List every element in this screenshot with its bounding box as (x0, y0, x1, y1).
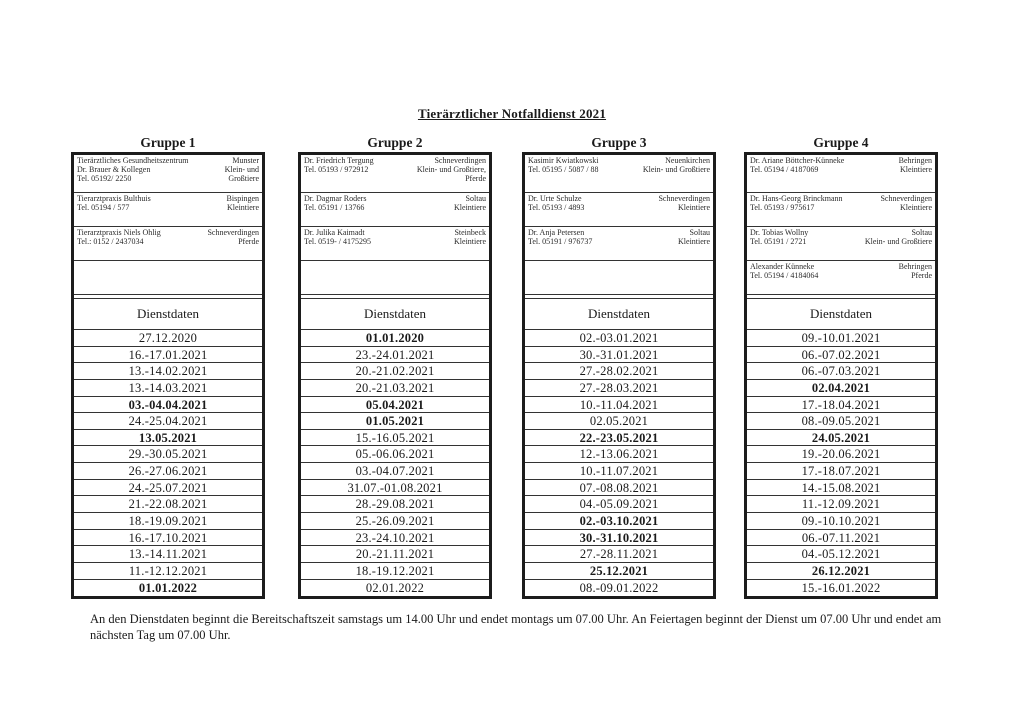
date-row: 13.05.2021 (74, 430, 262, 447)
group-column (744, 134, 938, 599)
vet-location-type: Soltau Kleintiere (678, 228, 710, 246)
date-row: 22.-23.05.2021 (525, 430, 713, 447)
vet-location-type: Schneverdingen Kleintiere (658, 194, 710, 212)
vet-name-phone: Dr. Julika Kaimadt Tel. 0519- / 4175295 (304, 228, 371, 246)
date-row: 02.04.2021 (747, 380, 935, 397)
group-title: Gruppe 4 (813, 135, 869, 150)
date-row: 12.-13.06.2021 (525, 446, 713, 463)
date-row: 28.-29.08.2021 (301, 496, 489, 513)
group-column (71, 134, 265, 599)
date-row: 20.-21.11.2021 (301, 546, 489, 563)
date-row: 01.01.2022 (138, 580, 198, 595)
vet-name-phone: Dr. Tobias Wollny Tel. 05191 / 2721 (750, 228, 809, 246)
date-row: 20.-21.02.2021 (301, 363, 489, 380)
vet-name-phone: Dr. Ariane Böttcher-Künneke Tel. 05194 / 4187069 (750, 156, 845, 174)
date-row: 26.12.2021 (747, 563, 935, 580)
date-row: 15.-16.05.2021 (301, 430, 489, 447)
date-row: 16.-17.01.2021 (74, 347, 262, 364)
date-row: 13.-14.11.2021 (74, 546, 262, 563)
date-row: 03.-04.04.2021 (74, 397, 262, 414)
group-column (298, 134, 492, 599)
vet-location-type: Munster Klein- und Großtiere (224, 156, 259, 183)
vet-name-phone: Dr. Dagmar Roders Tel. 05191 / 13766 (304, 194, 367, 212)
vet-list (747, 155, 935, 298)
date-row: 02.01.2022 (365, 580, 425, 595)
vet-location-type: Behringen Pferde (898, 262, 932, 280)
dates-table (525, 298, 713, 596)
dates-header: Dienstdaten (74, 299, 262, 330)
date-row: 25.-26.09.2021 (301, 513, 489, 530)
vet-entry (525, 193, 713, 227)
date-row: 23.-24.10.2021 (301, 530, 489, 547)
vet-name-phone: Kasimir Kwiatkowski Tel. 05195 / 5087 / 88 (528, 156, 599, 174)
date-row: 20.-21.03.2021 (301, 380, 489, 397)
vet-name-phone: Alexander Künneke Tel. 05194 / 4184064 (750, 262, 819, 280)
date-row: 11.-12.12.2021 (74, 563, 262, 580)
date-row: 04.-05.09.2021 (525, 496, 713, 513)
date-row: 06.-07.11.2021 (747, 530, 935, 547)
vet-entry (301, 155, 489, 193)
date-row: 27.-28.02.2021 (525, 363, 713, 380)
vet-entry (525, 261, 713, 295)
date-row: 23.-24.01.2021 (301, 347, 489, 364)
date-row: 11.-12.09.2021 (747, 496, 935, 513)
date-row: 25.12.2021 (525, 563, 713, 580)
group-box (71, 152, 265, 599)
group-box (298, 152, 492, 599)
date-row: 27.-28.11.2021 (525, 546, 713, 563)
date-row: 07.-08.08.2021 (525, 480, 713, 497)
date-row: 18.-19.12.2021 (301, 563, 489, 580)
date-row: 24.-25.04.2021 (74, 413, 262, 430)
date-row: 06.-07.03.2021 (747, 363, 935, 380)
date-row: 30.-31.01.2021 (525, 347, 713, 364)
page-title: Tierärztlicher Notfalldienst 2021 (417, 106, 607, 121)
vet-entry (301, 227, 489, 261)
vet-name-phone: Dr. Anja Petersen Tel. 05191 / 976737 (528, 228, 593, 246)
date-row: 18.-19.09.2021 (74, 513, 262, 530)
vet-entry (301, 193, 489, 227)
vet-entry (301, 261, 489, 295)
date-row: 02.05.2021 (525, 413, 713, 430)
date-row: 30.-31.10.2021 (525, 530, 713, 547)
date-row: 24.-25.07.2021 (74, 480, 262, 497)
date-row: 09.-10.10.2021 (747, 513, 935, 530)
date-row: 17.-18.07.2021 (747, 463, 935, 480)
date-row: 17.-18.04.2021 (747, 397, 935, 414)
vet-entry (747, 155, 935, 193)
group-box (522, 152, 716, 599)
vet-location-type: Schneverdingen Pferde (207, 228, 259, 246)
date-row: 10.-11.04.2021 (525, 397, 713, 414)
vet-entry (747, 227, 935, 261)
date-row: 15.-16.01.2022 (801, 580, 881, 595)
date-row: 04.-05.12.2021 (747, 546, 935, 563)
date-row: 24.05.2021 (747, 430, 935, 447)
vet-name-phone: Dr. Hans-Georg Brinckmann Tel. 05193 / 975617 (750, 194, 843, 212)
date-row: 27.12.2020 (74, 330, 262, 347)
vet-entry (525, 155, 713, 193)
vet-entry (74, 155, 262, 193)
date-row: 08.-09.05.2021 (747, 413, 935, 430)
date-row: 03.-04.07.2021 (301, 463, 489, 480)
vet-location-type: Steinbeck Kleintiere (454, 228, 486, 246)
date-row: 21.-22.08.2021 (74, 496, 262, 513)
group-box (744, 152, 938, 599)
date-row: 26.-27.06.2021 (74, 463, 262, 480)
vet-name-phone: Tierarztpraxis Bulthuis Tel. 05194 / 577 (77, 194, 151, 212)
date-row: 31.07.-01.08.2021 (301, 480, 489, 497)
date-row: 08.-09.01.2022 (579, 580, 659, 595)
vet-name-phone: Tierärztliches Gesundheitszentrum Dr. Brauer & Kollegen Tel. 05192/ 2250 (77, 156, 189, 183)
dates-table (74, 298, 262, 596)
group-title: Gruppe 2 (367, 135, 423, 150)
date-row: 01.01.2020 (301, 330, 489, 347)
dates-header: Dienstdaten (301, 299, 489, 330)
date-row: 09.-10.01.2021 (747, 330, 935, 347)
date-row: 13.-14.03.2021 (74, 380, 262, 397)
date-row: 29.-30.05.2021 (74, 446, 262, 463)
service-note: An den Dienstdaten beginnt die Bereitschaftszeit samstags um 14.00 Uhr und endet montags um 07.00 Uhr. An Feiertagen beginnt der Dienst um 07.00 Uhr und endet am nächsten Tag um 07.00 Uhr. (90, 612, 942, 642)
dates-table (747, 298, 935, 596)
group-title: Gruppe 3 (591, 135, 647, 150)
date-row: 05.-06.06.2021 (301, 446, 489, 463)
vet-name-phone: Dr. Urte Schulze Tel. 05193 / 4893 (528, 194, 585, 212)
date-row: 02.-03.10.2021 (525, 513, 713, 530)
date-row: 01.05.2021 (301, 413, 489, 430)
date-row: 05.04.2021 (301, 397, 489, 414)
vet-list (525, 155, 713, 298)
date-row: 16.-17.10.2021 (74, 530, 262, 547)
vet-entry (747, 193, 935, 227)
vet-list (74, 155, 262, 298)
vet-name-phone: Tierarztpraxis Niels Ohlig Tel.: 0152 / 2437034 (77, 228, 161, 246)
vet-name-phone: Dr. Friedrich Tergung Tel. 05193 / 972912 (304, 156, 374, 174)
date-row: 19.-20.06.2021 (747, 446, 935, 463)
vet-location-type: Schneverdingen Klein- und Großtiere, Pferde (416, 156, 486, 183)
date-row: 14.-15.08.2021 (747, 480, 935, 497)
date-row: 27.-28.03.2021 (525, 380, 713, 397)
group-title: Gruppe 1 (140, 135, 196, 150)
vet-entry (74, 193, 262, 227)
group-column (522, 134, 716, 599)
date-row: 13.-14.02.2021 (74, 363, 262, 380)
date-row: 10.-11.07.2021 (525, 463, 713, 480)
vet-entry (74, 261, 262, 295)
vet-location-type: Bispingen Kleintiere (226, 194, 259, 212)
vet-entry (747, 261, 935, 295)
vet-location-type: Schneverdingen Kleintiere (880, 194, 932, 212)
vet-list (301, 155, 489, 298)
date-row: 06.-07.02.2021 (747, 347, 935, 364)
vet-location-type: Behringen Kleintiere (898, 156, 932, 174)
dates-table (301, 298, 489, 596)
vet-location-type: Soltau Kleintiere (454, 194, 486, 212)
vet-location-type: Neuenkirchen Klein- und Großtiere (642, 156, 710, 174)
vet-entry (74, 227, 262, 261)
vet-location-type: Soltau Klein- und Großtiere (864, 228, 932, 246)
dates-header: Dienstdaten (747, 299, 935, 330)
date-row: 02.-03.01.2021 (525, 330, 713, 347)
dates-header: Dienstdaten (525, 299, 713, 330)
vet-entry (525, 227, 713, 261)
